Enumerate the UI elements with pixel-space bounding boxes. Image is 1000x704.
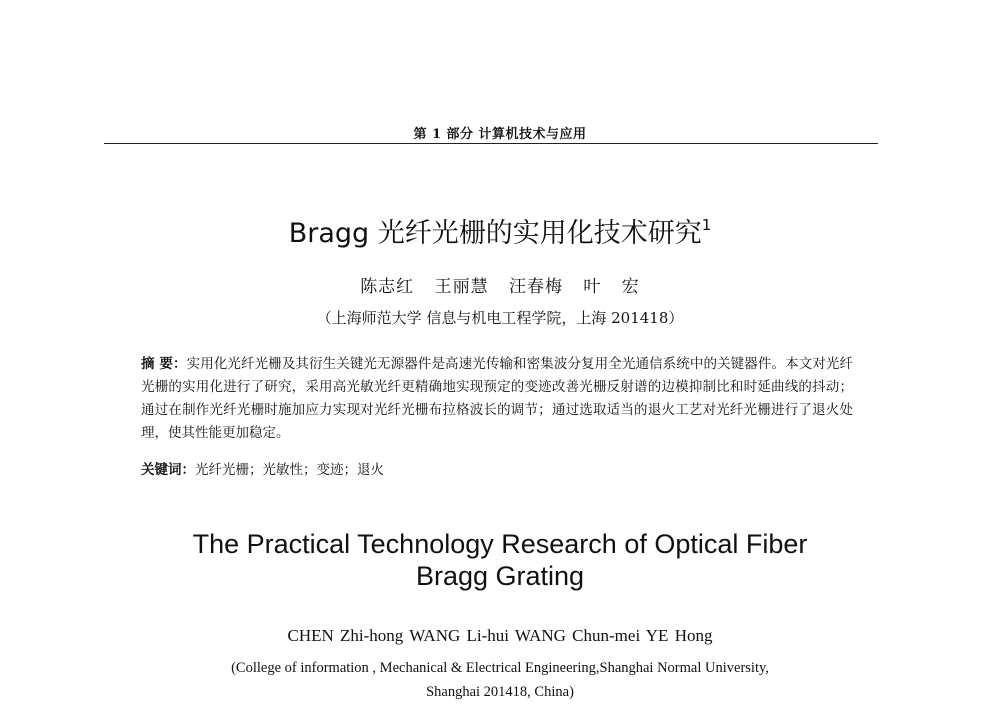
chinese-affiliation: （上海师范大学 信息与机电工程学院，上海 201418） (316, 309, 684, 327)
english-authors: CHEN Zhi-hong WANG Li-hui WANG Chun-mei YE Hong (287, 626, 713, 645)
abstract-text: 实用化光纤光栅及其衍生关键光无源器件是高速光传输和密集波分复用全光通信系统中的关键器件。本文对光纤光栅的实用化进行了研究，采用高光敏光纤更精确地实现预定的变迹改善光栅反射谱的边模抑制比和时延曲线的抖动；通过在制作光纤光栅时施加应力实现对光纤光栅布拉格波长的调节；通过选取适当的退火工艺对光纤光栅进行了退火处理，使其性能更加稳定。 (141, 356, 853, 441)
keywords-text: 光纤光栅；光敏性；变迹；退火 (195, 462, 384, 478)
chinese-abstract (141, 353, 853, 445)
english-affiliation (0, 656, 1000, 704)
header-rule (104, 143, 878, 144)
chinese-title-text: Bragg 光纤光栅的实用化技术研究 (288, 218, 702, 249)
english-title-line-2: Bragg Grating (415, 561, 585, 591)
english-affiliation-line-2: Shanghai 201418, China) (426, 684, 574, 700)
keywords-label: 关键词： (141, 462, 195, 478)
english-affiliation-line-1: (College of information , Mechanical & Electrical Engineering,Shanghai Normal University, (231, 660, 769, 676)
chinese-title (0, 205, 1000, 254)
chinese-keywords (141, 459, 853, 482)
running-header: 第 1 部分 计算机技术与应用 (413, 127, 587, 142)
chinese-authors: 陈志红 王丽慧 汪春梅 叶 宏 (360, 277, 640, 297)
title-footnote-mark: 1 (701, 216, 712, 234)
english-title-line-1: The Practical Technology Research of Optical Fiber (192, 529, 808, 559)
english-title (0, 528, 1000, 592)
abstract-label: 摘 要： (141, 356, 187, 372)
